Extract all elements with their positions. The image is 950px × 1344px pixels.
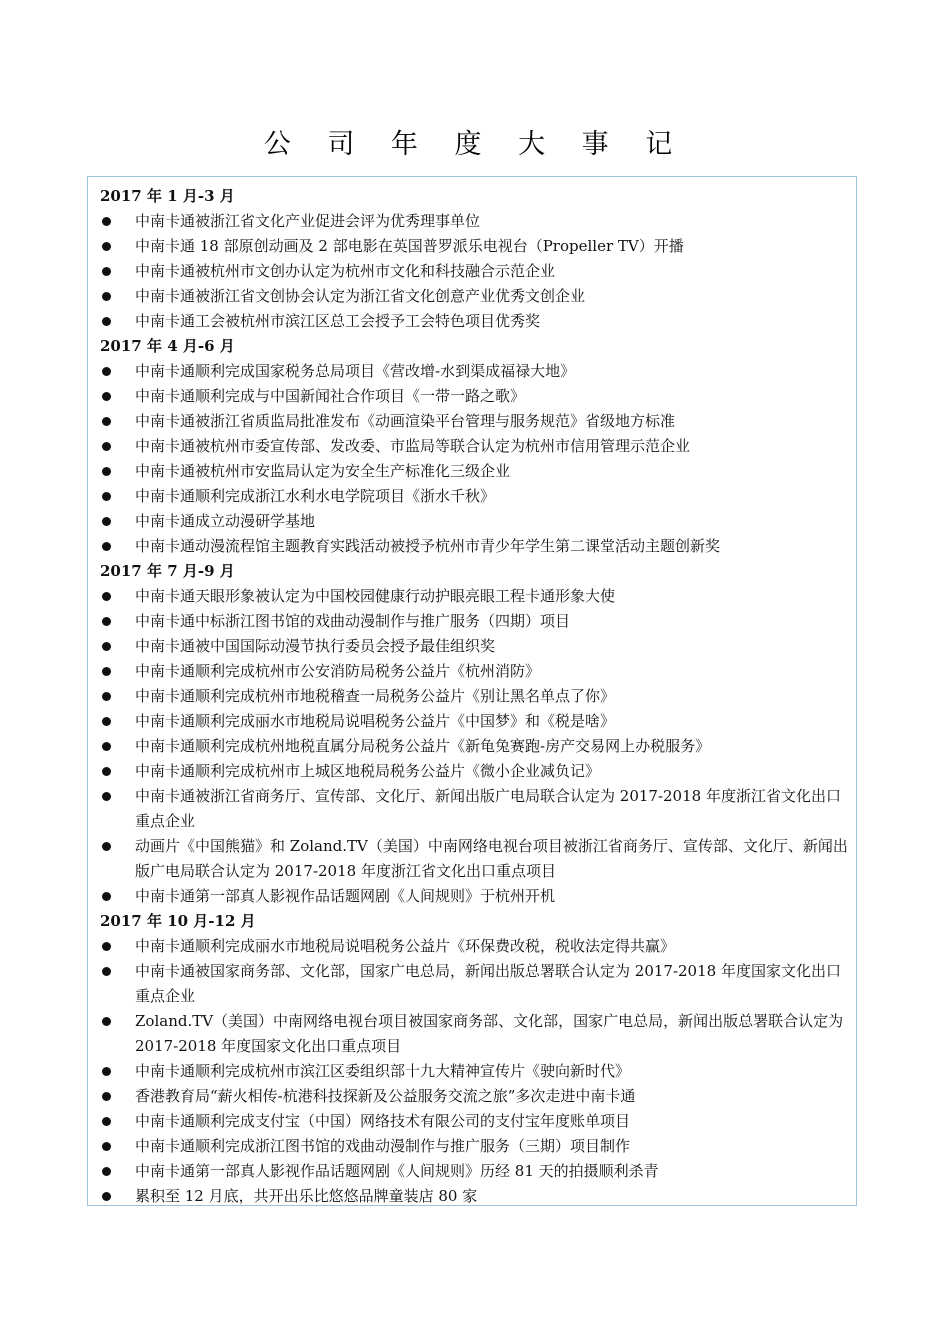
- list-item-text: 中南卡通顺利完成杭州市地税稽查一局税务公益片《别让黑名单点了你》: [135, 687, 616, 705]
- list-item: [100, 1109, 848, 1134]
- bullet-icon: [102, 942, 111, 951]
- list-item: [100, 509, 848, 534]
- bullet-icon: [102, 717, 111, 726]
- event-list: [100, 934, 848, 1209]
- list-item-text: 中南卡通第一部真人影视作品话题网剧《人间规则》历经 81 天的拍摄顺利杀青: [135, 1162, 659, 1180]
- list-item: [100, 209, 848, 234]
- list-item: [100, 384, 848, 409]
- bullet-icon: [102, 1017, 111, 1026]
- bullet-icon: [102, 367, 111, 376]
- list-item: [100, 734, 848, 759]
- list-item: [100, 759, 848, 784]
- bullet-icon: [102, 542, 111, 551]
- bullet-icon: [102, 1092, 111, 1101]
- list-item: [100, 259, 848, 284]
- list-item: [100, 934, 848, 959]
- list-item-text: 香港教育局“薪火相传-杭港科技探新及公益服务交流之旅”多次走进中南卡通: [135, 1087, 636, 1105]
- list-item-text: 中南卡通被杭州市委宣传部、发改委、市监局等联合认定为杭州市信用管理示范企业: [135, 437, 691, 455]
- list-item: [100, 309, 848, 334]
- list-item: [100, 609, 848, 634]
- event-list: [100, 359, 848, 559]
- bullet-icon: [102, 792, 111, 801]
- list-item-text: 中南卡通被浙江省文创协会认定为浙江省文化创意产业优秀文创企业: [135, 287, 586, 305]
- list-item-text: 中南卡通被杭州市安监局认定为安全生产标准化三级企业: [135, 462, 511, 480]
- bullet-icon: [102, 667, 111, 676]
- bullet-icon: [102, 267, 111, 276]
- list-item-text: 中南卡通 18 部原创动画及 2 部电影在英国普罗派乐电视台（Propeller TV）开播: [135, 237, 684, 255]
- bullet-icon: [102, 1067, 111, 1076]
- bullet-icon: [102, 692, 111, 701]
- bullet-icon: [102, 617, 111, 626]
- section-heading: 2017 年 1 月-3 月: [100, 187, 235, 205]
- list-item-text: 中南卡通被国家商务部、文化部，国家广电总局，新闻出版总署联合认定为 2017-2018 年度国家文化出口重点企业: [135, 962, 841, 1005]
- bullet-icon: [102, 842, 111, 851]
- list-item: [100, 1084, 848, 1109]
- list-item-text: 中南卡通顺利完成浙江水利水电学院项目《浙水千秋》: [135, 487, 496, 505]
- list-item-text: 中南卡通动漫流程馆主题教育实践活动被授予杭州市青少年学生第二课堂活动主题创新奖: [135, 537, 721, 555]
- list-item: [100, 659, 848, 684]
- list-item-text: 中南卡通顺利完成杭州市滨江区委组织部十九大精神宣传片《驶向新时代》: [135, 1062, 631, 1080]
- bullet-icon: [102, 517, 111, 526]
- bullet-icon: [102, 967, 111, 976]
- list-item: [100, 1159, 848, 1184]
- list-item: [100, 284, 848, 309]
- list-item-text: 中南卡通被浙江省质监局批准发布《动画渲染平台管理与服务规范》省级地方标准: [135, 412, 676, 430]
- list-item: [100, 359, 848, 384]
- list-item-text: 中南卡通顺利完成丽水市地税局说唱税务公益片《中国梦》和《税是啥》: [135, 712, 616, 730]
- bullet-icon: [102, 592, 111, 601]
- list-item-text: 中南卡通顺利完成杭州地税直属分局税务公益片《新龟兔赛跑-房产交易网上办税服务》: [135, 737, 711, 755]
- list-item: [100, 409, 848, 434]
- bullet-icon: [102, 742, 111, 751]
- list-item-text: 中南卡通成立动漫研学基地: [135, 512, 316, 530]
- list-item-text: 中南卡通顺利完成丽水市地税局说唱税务公益片《环保费改税，税收法定得共赢》: [135, 937, 676, 955]
- section-heading: 2017 年 4 月-6 月: [100, 337, 235, 355]
- list-item: [100, 784, 848, 834]
- list-item-text: 中南卡通顺利完成支付宝（中国）网络技术有限公司的支付宝年度账单项目: [135, 1112, 631, 1130]
- bullet-icon: [102, 1117, 111, 1126]
- bullet-icon: [102, 467, 111, 476]
- page-title: 公 司 年 度 大 事 记: [263, 129, 687, 160]
- bullet-icon: [102, 442, 111, 451]
- list-item-text: 中南卡通被杭州市文创办认定为杭州市文化和科技融合示范企业: [135, 262, 556, 280]
- list-item: [100, 834, 848, 884]
- bullet-icon: [102, 292, 111, 301]
- bullet-icon: [102, 392, 111, 401]
- list-item-text: 中南卡通天眼形象被认定为中国校园健康行动护眼亮眼工程卡通形象大使: [135, 587, 616, 605]
- bullet-icon: [102, 1192, 111, 1201]
- list-item: [100, 1009, 848, 1059]
- bullet-icon: [102, 892, 111, 901]
- list-item-text: 动画片《中国熊猫》和 Zoland.TV（美国）中南网络电视台项目被浙江省商务厅、宣传部、文化厅、新闻出版广电局联合认定为 2017-2018 年度浙江省文化出口重点项目: [135, 837, 848, 880]
- list-item-text: 中南卡通被浙江省商务厅、宣传部、文化厅、新闻出版广电局联合认定为 2017-2018 年度浙江省文化出口重点企业: [135, 787, 841, 830]
- bullet-icon: [102, 642, 111, 651]
- list-item: [100, 1059, 848, 1084]
- list-item: [100, 1184, 848, 1209]
- list-item-text: 中南卡通顺利完成浙江图书馆的戏曲动漫制作与推广服务（三期）项目制作: [135, 1137, 631, 1155]
- bullet-icon: [102, 217, 111, 226]
- list-item-text: 中南卡通被中国国际动漫节执行委员会授予最佳组织奖: [135, 637, 496, 655]
- list-item-text: 中南卡通第一部真人影视作品话题网剧《人间规则》于杭州开机: [135, 887, 556, 905]
- list-item-text: 中南卡通顺利完成国家税务总局项目《营改增-水到渠成福禄大地》: [135, 362, 576, 380]
- event-list: [100, 209, 848, 334]
- bullet-icon: [102, 242, 111, 251]
- list-item: [100, 959, 848, 1009]
- list-item-text: 累积至 12 月底，共开出乐比悠悠品牌童装店 80 家: [135, 1187, 478, 1205]
- list-item: [100, 684, 848, 709]
- section-heading: 2017 年 7 月-9 月: [100, 562, 235, 580]
- bullet-icon: [102, 317, 111, 326]
- bullet-icon: [102, 1142, 111, 1151]
- list-item-text: 中南卡通顺利完成与中国新闻社合作项目《一带一路之歌》: [135, 387, 526, 405]
- bullet-icon: [102, 417, 111, 426]
- list-item: [100, 884, 848, 909]
- events-box: [87, 176, 857, 1206]
- list-item: [100, 459, 848, 484]
- section-heading: 2017 年 10 月-12 月: [100, 912, 256, 930]
- list-item-text: 中南卡通工会被杭州市滨江区总工会授予工会特色项目优秀奖: [135, 312, 541, 330]
- list-item: [100, 584, 848, 609]
- list-item: [100, 634, 848, 659]
- event-list: [100, 584, 848, 909]
- list-item-text: 中南卡通中标浙江图书馆的戏曲动漫制作与推广服务（四期）项目: [135, 612, 571, 630]
- list-item: [100, 709, 848, 734]
- list-item: [100, 1134, 848, 1159]
- list-item-text: 中南卡通顺利完成杭州市公安消防局税务公益片《杭州消防》: [135, 662, 541, 680]
- bullet-icon: [102, 767, 111, 776]
- list-item-text: 中南卡通顺利完成杭州市上城区地税局税务公益片《微小企业减负记》: [135, 762, 601, 780]
- list-item: [100, 484, 848, 509]
- list-item: [100, 234, 848, 259]
- list-item: [100, 434, 848, 459]
- list-item-text: Zoland.TV（美国）中南网络电视台项目被国家商务部、文化部，国家广电总局，新闻出版总署联合认定为 2017-2018 年度国家文化出口重点项目: [135, 1012, 844, 1055]
- list-item-text: 中南卡通被浙江省文化产业促进会评为优秀理事单位: [135, 212, 481, 230]
- list-item: [100, 534, 848, 559]
- bullet-icon: [102, 1167, 111, 1176]
- bullet-icon: [102, 492, 111, 501]
